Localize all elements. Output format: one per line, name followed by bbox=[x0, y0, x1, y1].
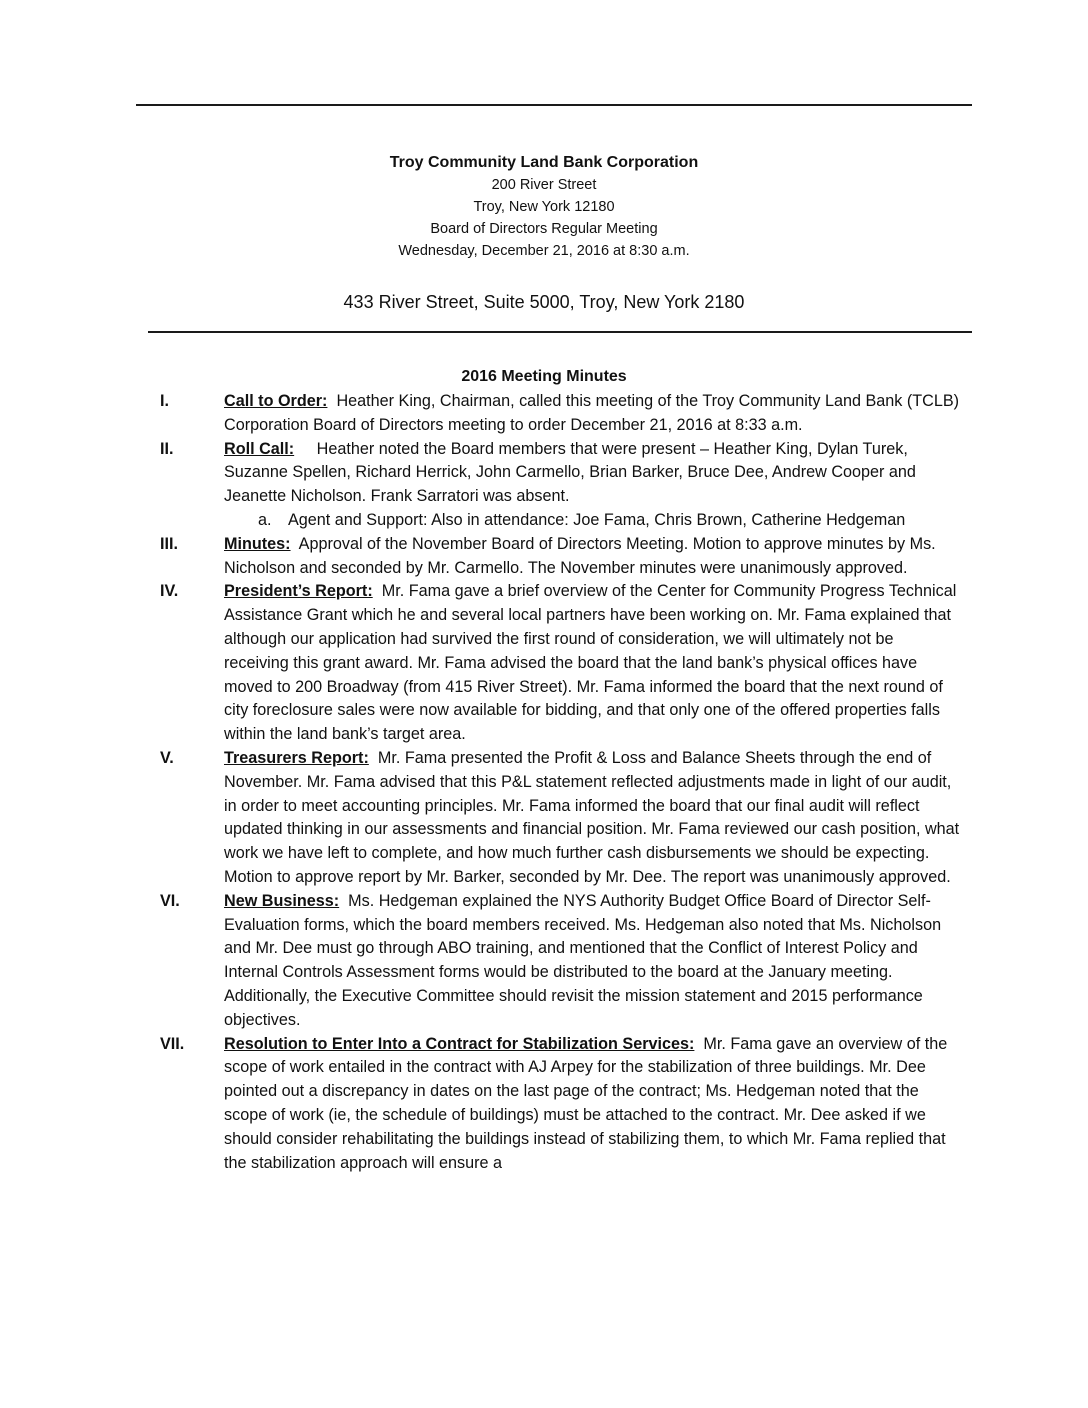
minutes-item-treasurers-report bbox=[160, 747, 960, 890]
item-number: V. bbox=[160, 748, 174, 767]
item-heading: Resolution to Enter Into a Contract for Stabilization Services: bbox=[224, 1034, 695, 1053]
item-text: Mr. Fama presented the Profit & Loss and Balance Sheets through the end of November. Mr. Fama advised that this P&L statement reflected adjustments made in light of our audit, in order to meet accounting principles. Mr. Fama informed the board that our final audit will reflect updated thinking in our assessments and financial position. Mr. Fama reviewed our cash position, what work we have left to complete, and how much further cash disbursements we should be expecting. Motion to approve report by Mr. Barker, seconded by Mr. Dee. The report was unanimously approved. bbox=[224, 748, 960, 886]
item-heading: Roll Call: bbox=[224, 439, 295, 458]
item-number: VI. bbox=[160, 891, 180, 910]
meeting-type: Board of Directors Regular Meeting bbox=[430, 221, 658, 237]
minutes-item-stabilization-resolution bbox=[160, 1033, 960, 1176]
item-text: Ms. Hedgeman explained the NYS Authority Budget Office Board of Director Self-Evaluation forms, which the board members received. Ms. Hedgeman also noted that Ms. Nicholson and Mr. Dee must go through ABO training, and mentioned that the Conflict of Interest Policy and Internal Controls Assessment forms would be distributed to the board at the January meeting. Additionally, the Executive Committee should revisit the mission statement and 2015 performance objectives. bbox=[224, 891, 942, 1029]
item-heading: President’s Report: bbox=[224, 582, 373, 601]
minutes-item-minutes bbox=[160, 533, 960, 581]
organization-name: Troy Community Land Bank Corporation bbox=[389, 154, 699, 171]
letterhead bbox=[0, 152, 1088, 262]
subitem-letter: a. bbox=[258, 510, 272, 529]
meeting-location: 433 River Street, Suite 5000, Troy, New York 2180 bbox=[343, 292, 745, 312]
top-divider bbox=[136, 104, 972, 106]
item-number: VII. bbox=[160, 1034, 185, 1053]
item-text: Heather noted the Board members that were present – Heather King, Dylan Turek, Suzanne Spellen, Richard Herrick, John Carmello, Brian Barker, Bruce Dee, Andrew Cooper and Jeanette Nicholson. Frank Sarratori was absent. bbox=[224, 439, 916, 506]
item-text: Heather King, Chairman, called this meeting of the Troy Community Land Bank (TCLB) Corporation Board of Directors meeting to order December 21, 2016 at 8:33 a.m. bbox=[224, 392, 960, 434]
item-text: Mr. Fama gave a brief overview of the Center for Community Progress Technical Assistance Grant which he and several local partners have been working on. Mr. Fama explained that although our application had survived the first round of consideration, we will ultimately not be receiving this grant award. Mr. Fama advised the board that the land bank’s physical offices have moved to 200 Broadway (from 415 River Street). Mr. Fama informed the board that the next round of city foreclosure sales were now available for bidding, and that only one of the offered properties falls within the land bank’s target area. bbox=[224, 582, 957, 744]
street-address: 200 River Street bbox=[491, 177, 597, 193]
meeting-datetime: Wednesday, December 21, 2016 at 8:30 a.m. bbox=[398, 243, 690, 259]
item-heading: Treasurers Report: bbox=[224, 748, 369, 767]
minutes-item-new-business bbox=[160, 890, 960, 1033]
minutes-subitem-wrapper bbox=[160, 509, 960, 533]
minutes-item-call-to-order bbox=[160, 390, 960, 438]
item-number: II. bbox=[160, 439, 174, 458]
item-heading: Minutes: bbox=[224, 534, 291, 553]
minutes-list bbox=[160, 390, 960, 1175]
subitem-text: Agent and Support: Also in attendance: Joe Fama, Chris Brown, Catherine Hedgeman bbox=[288, 510, 906, 529]
item-heading: New Business: bbox=[224, 891, 340, 910]
item-text: Approval of the November Board of Directors Meeting. Motion to approve minutes by Ms. Nicholson and seconded by Mr. Carmello. The November minutes were unanimously approved. bbox=[224, 534, 936, 577]
minutes-item-presidents-report bbox=[160, 580, 960, 747]
item-heading: Call to Order: bbox=[224, 392, 328, 410]
minutes-item-roll-call bbox=[160, 438, 960, 509]
minutes-title: 2016 Meeting Minutes bbox=[461, 368, 627, 385]
header-divider bbox=[148, 331, 972, 333]
city-state-zip: Troy, New York 12180 bbox=[473, 199, 615, 215]
minutes-subitem-agent-support bbox=[224, 509, 960, 533]
item-number: III. bbox=[160, 534, 178, 553]
item-number: IV. bbox=[160, 582, 179, 601]
item-text: Mr. Fama gave an overview of the scope of work entailed in the contract with AJ Arpey for the stabilization of three buildings. Mr. Dee pointed out a discrepancy in dates on the last page of the contract; Ms. Hedgeman noted that the scope of work (ie, the schedule of buildings) must be attached to the contract. Mr. Dee asked if we should consider rehabilitating the buildings instead of stabilizing them, to which Mr. Fama replied that the stabilization approach will ensure a bbox=[224, 1034, 948, 1172]
item-number: I. bbox=[160, 392, 169, 410]
